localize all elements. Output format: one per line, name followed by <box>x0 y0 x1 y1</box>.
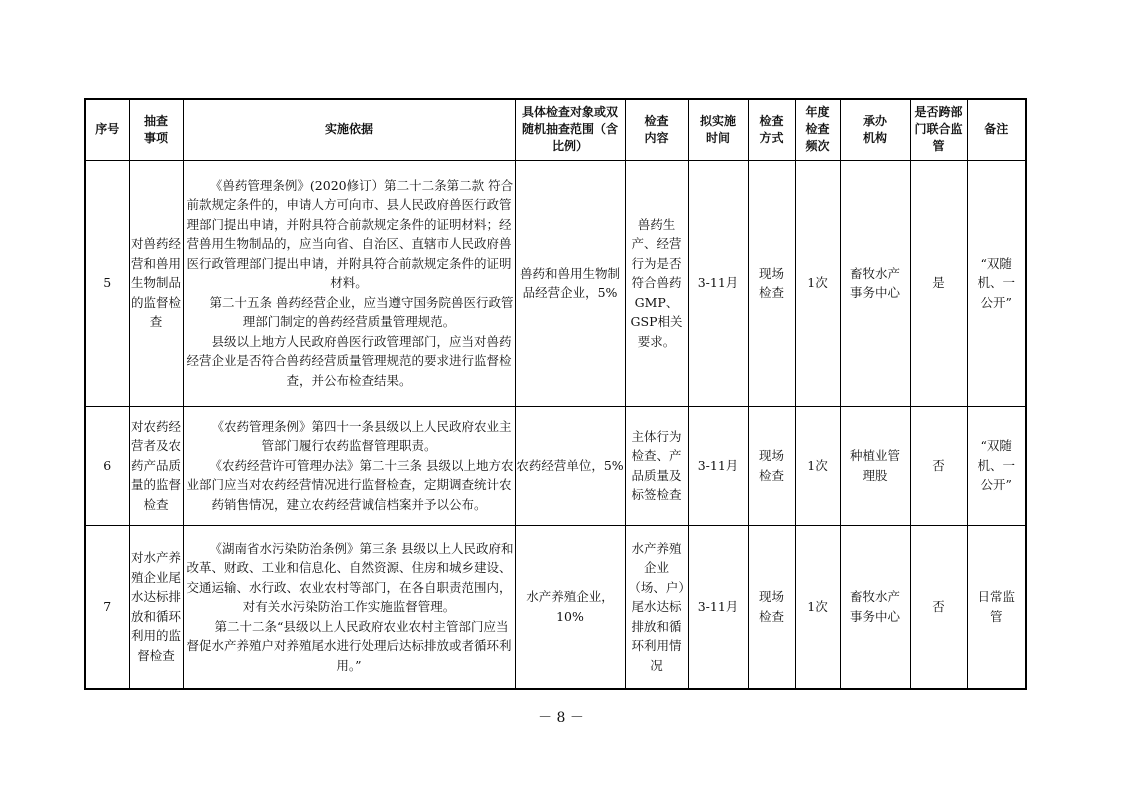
table-row <box>85 406 1026 525</box>
row-joint: 否 <box>910 525 967 689</box>
basis-paragraph: 《农药管理条例》第四十一条县级以上人民政府农业主管部门履行农药监督管理职责。 <box>211 418 512 454</box>
row-agency: 畜牧水产事务中心 <box>840 160 910 406</box>
header-item: 抽查事项 <box>129 99 183 160</box>
basis-paragraph: 第二十二条“县级以上人民政府农业农村主管部门应当督促水产养殖户对养殖尾水进行处理后达标排放或者循环利用。” <box>186 618 512 673</box>
row-freq: 1次 <box>795 160 840 406</box>
inspection-table <box>84 98 1027 690</box>
row-basis <box>183 160 515 406</box>
row-method: 现场检查 <box>748 160 795 406</box>
row-no: 6 <box>85 406 129 525</box>
header-note: 备注 <box>967 99 1026 160</box>
row-scope: 水产养殖企业，10% <box>515 525 625 689</box>
basis-paragraph: 《农药经营许可管理办法》第二十三条 县级以上地方农业部门应当对农药经营情况进行监督检查，定期调查统计农药销售情况，建立农药经营诚信档案并予以公布。 <box>186 457 514 512</box>
table-row <box>85 525 1026 689</box>
basis-paragraph: 《兽药管理条例》(2020修订）第二十二条第二款 符合前款规定条件的，申请人方可向市、县人民政府兽医行政管理部门提出申请，并附具符合前款规定条件的证明材料；经营兽用生物制品的，应当向省、自治区、直辖市人民政府兽医行政管理部门提出申请，并附具符合前款规定条件的证明材料。 <box>186 177 514 291</box>
row-scope: 农药经营单位，5% <box>515 406 625 525</box>
header-agency: 承办机构 <box>840 99 910 160</box>
row-agency: 畜牧水产事务中心 <box>840 525 910 689</box>
row-note: “双随机、一公开” <box>967 160 1026 406</box>
row-basis <box>183 525 515 689</box>
row-note: 日常监管 <box>967 525 1026 689</box>
row-joint: 否 <box>910 406 967 525</box>
row-method: 现场检查 <box>748 406 795 525</box>
basis-paragraph: 县级以上地方人民政府兽医行政管理部门，应当对兽药经营企业是否符合兽药经营质量管理规范的要求进行监督检查，并公布检查结果。 <box>186 333 512 388</box>
row-item: 对兽药经营和兽用生物制品的监督检查 <box>129 160 183 406</box>
row-item: 对水产养殖企业尾水达标排放和循环利用的监督检查 <box>129 525 183 689</box>
header-basis: 实施依据 <box>183 99 515 160</box>
row-content: 兽药生产、经营行为是否符合兽药GMP、GSP相关要求。 <box>625 160 688 406</box>
row-item: 对农药经营者及农药产品质量的监督检查 <box>129 406 183 525</box>
row-freq: 1次 <box>795 525 840 689</box>
row-joint: 是 <box>910 160 967 406</box>
header-no: 序号 <box>85 99 129 160</box>
header-content: 检查内容 <box>625 99 688 160</box>
row-agency: 种植业管理股 <box>840 406 910 525</box>
table-row <box>85 160 1026 406</box>
basis-paragraph: 第二十五条 兽药经营企业，应当遵守国务院兽医行政管理部门制定的兽药经营质量管理规范。 <box>209 294 514 330</box>
header-freq: 年度检查频次 <box>795 99 840 160</box>
header-time: 拟实施时间 <box>688 99 748 160</box>
header-method: 检查方式 <box>748 99 795 160</box>
row-time: 3-11月 <box>688 406 748 525</box>
row-time: 3-11月 <box>688 525 748 689</box>
basis-paragraph: 《湖南省水污染防治条例》第三条 县级以上人民政府和改革、财政、工业和信息化、自然资源、住房和城乡建设、交通运输、水行政、农业农村等部门，在各自职责范围内，对有关水污染防治工作实施监督管理。 <box>186 540 514 614</box>
row-content: 主体行为检查、产品质量及标签检查 <box>625 406 688 525</box>
row-note: “双随机、一公开” <box>967 406 1026 525</box>
header-row <box>85 99 1026 160</box>
header-joint: 是否跨部门联合监管 <box>910 99 967 160</box>
row-method: 现场检查 <box>748 525 795 689</box>
header-scope: 具体检查对象或双随机抽查范围（含比例） <box>515 99 625 160</box>
row-no: 7 <box>85 525 129 689</box>
row-freq: 1次 <box>795 406 840 525</box>
row-time: 3-11月 <box>688 160 748 406</box>
row-basis <box>183 406 515 525</box>
page-number: － 8 － <box>538 710 584 726</box>
row-content: 水产养殖企业（场、户）尾水达标排放和循环利用情况 <box>625 525 688 689</box>
row-no: 5 <box>85 160 129 406</box>
row-scope: 兽药和兽用生物制品经营企业，5% <box>515 160 625 406</box>
